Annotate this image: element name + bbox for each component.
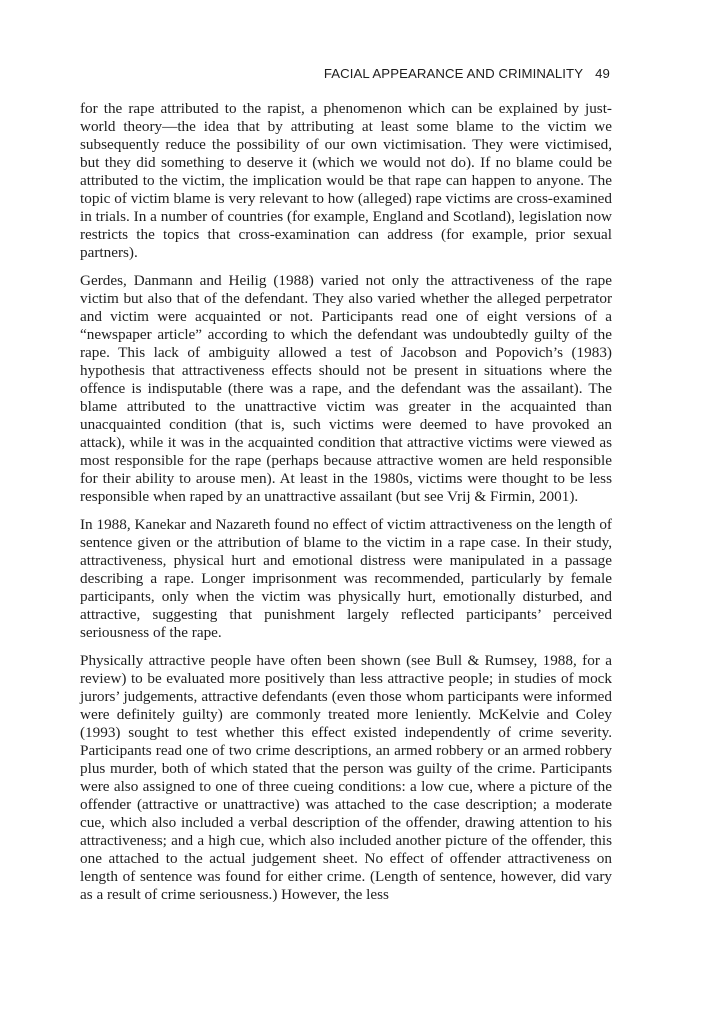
page-number: 49 (595, 66, 610, 81)
paragraph-kanekar-study: In 1988, Kanekar and Nazareth found no effect of victim attractiveness on the length of sentence given or the attribution of blame to the victim in a rape case. In their study, attractiveness, physical hurt and emotional distress were manipulated in a passage describing a rape. Longer imprisonment was recommended, particularly by female participants, only when the victim was physically hurt, emotionally disturbed, and attractive, suggesting that punishment largely reflected participants’ perceived seriousness of the rape. (80, 516, 612, 642)
body-text (80, 100, 612, 914)
paragraph-mckelvie-study: Physically attractive people have often been shown (see Bull & Rumsey, 1988, for a review) to be evaluated more positively than less attractive people; in studies of mock jurors’ judgements, attractive defendants (even those whom participants were informed were definitely guilty) are commonly treated more leniently. McKelvie and Coley (1993) sought to test whether this effect existed independently of crime severity. Participants read one of two crime descriptions, an armed robbery or an armed robbery plus murder, both of which stated that the person was guilty of the crime. Participants were also assigned to one of three cueing conditions: a low cue, where a picture of the offender (attractive or unattractive) was attached to the case description; a moderate cue, which also included a verbal description of the offender, drawing attention to his attractiveness; and a high cue, which also included another picture of the offender, this one attached to the actual judgement sheet. No effect of offender attractiveness on length of sentence was found for either crime. (Length of sentence, however, did vary as a result of crime seriousness.) However, the less (80, 651, 612, 904)
running-head (324, 66, 610, 81)
running-title: FACIAL APPEARANCE AND CRIMINALITY (323, 66, 584, 81)
paragraph-gerdes-study: Gerdes, Danmann and Heilig (1988) varied not only the attractiveness of the rape victim but also that of the defendant. They also varied whether the alleged perpetrator and victim were acquainted or not. Participants read one of eight versions of a “newspaper article” according to which the defendant was undoubtedly guilty of the rape. This lack of ambiguity allowed a test of Jacobson and Popovich’s (1983) hypothesis that attractiveness effects should not be present in situations where the offence is indisputable (there was a rape, and the defendant was the assailant). The blame attributed to the unattractive victim was greater in the acquainted than unacquainted condition (that is, such victims were deemed to have provoked an attack), while it was in the acquainted condition that attractive victims were viewed as most responsible for the rape (perhaps because attractive women are held responsible for their ability to arouse men). At least in the 1980s, victims were thought to be less responsible when raped by an unattractive assailant (but see Vrij & Firmin, 2001). (80, 271, 612, 506)
paragraph-victim-blame: for the rape attributed to the rapist, a phenomenon which can be explained by just-world theory—the idea that by attributing at least some blame to the victim we subsequently reduce the possibility of our own victimisation. They were victimised, but they did something to deserve it (which we would not do). If no blame could be attributed to the victim, the implication would be that rape can happen to anyone. The topic of victim blame is very relevant to how (alleged) rape victims are cross-examined in trials. In a number of countries (for example, England and Scotland), legislation now restricts the topics that cross-examination can address (for example, prior sexual partners). (80, 100, 612, 262)
